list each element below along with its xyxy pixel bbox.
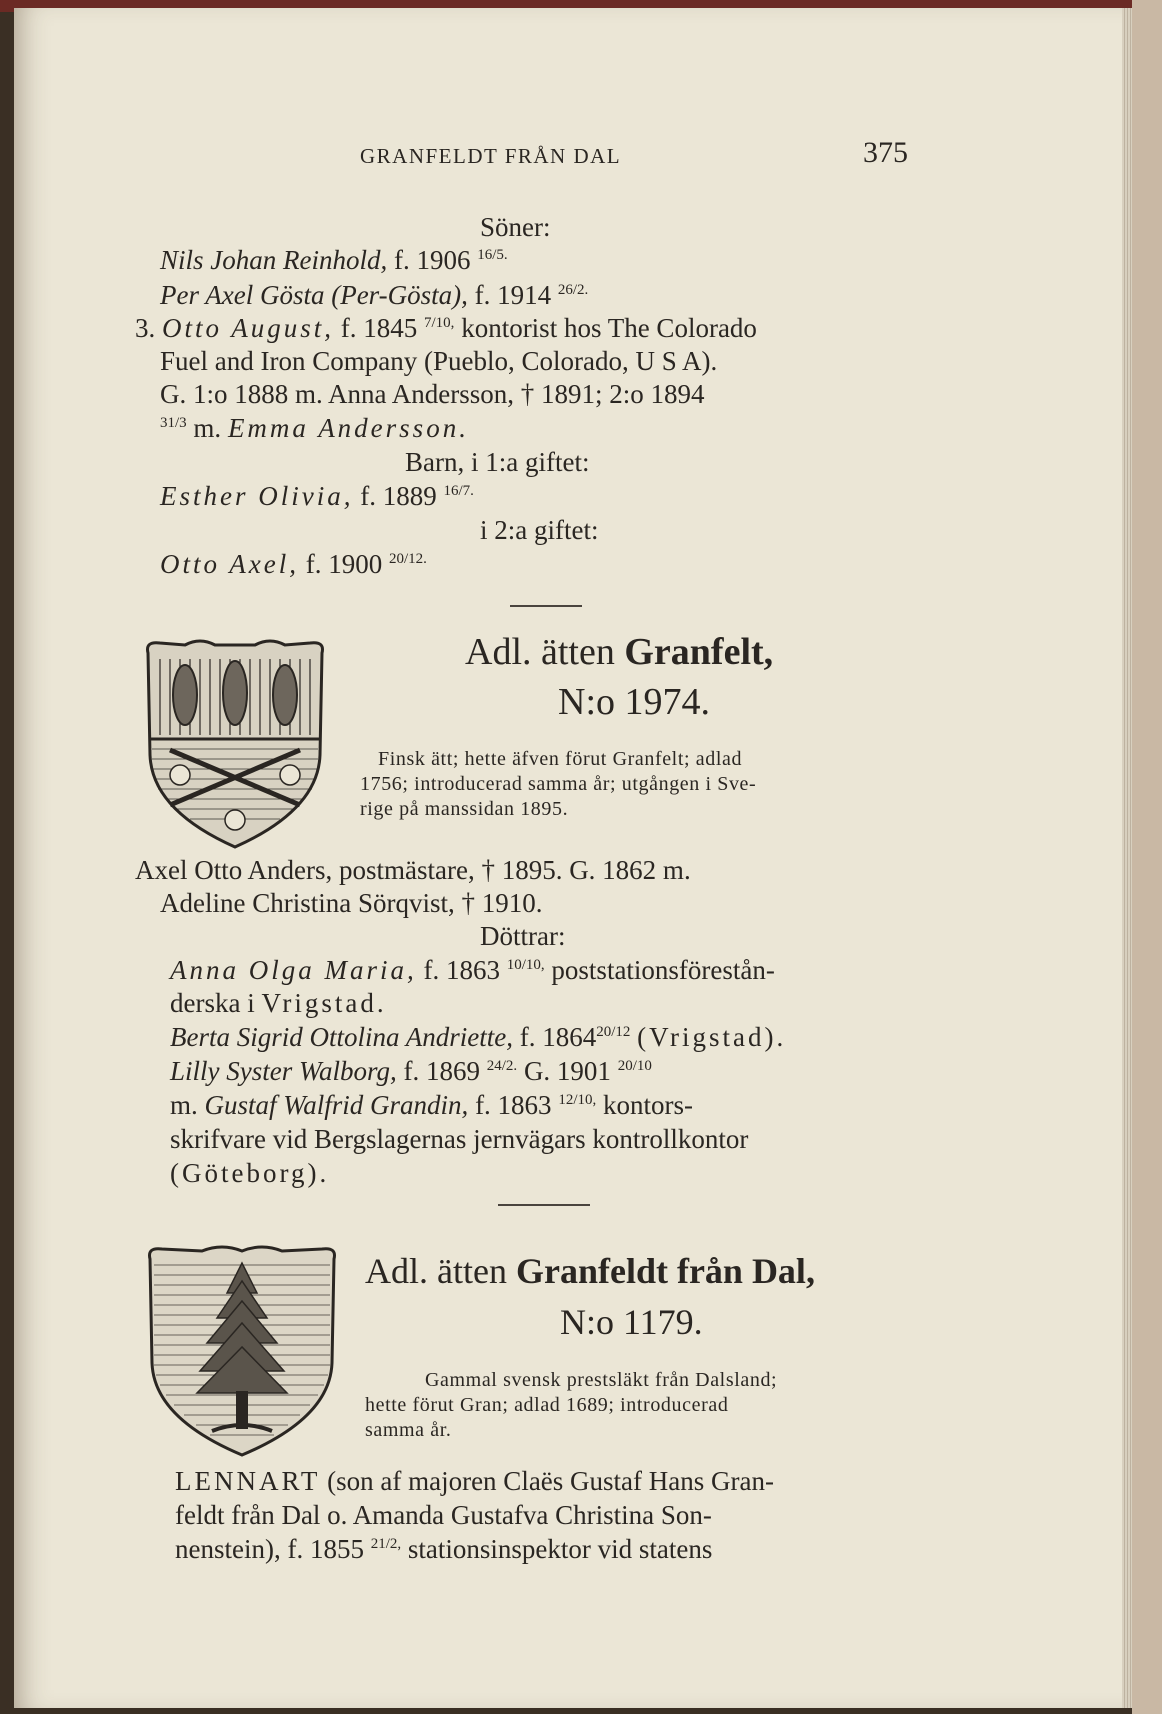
coat-of-arms-granfeldt-fran-dal — [142, 1243, 342, 1458]
entry-esther: Esther Olivia, f. 1889 $^{16/7.}$ — [160, 481, 474, 511]
entry-otto-axel: Otto Axel, f. 1900 $^{20/12.}$ — [160, 549, 427, 579]
entry-axel-otto-anders: Axel Otto Anders, postmästare, † 1895. G. 1862 m. — [135, 855, 691, 885]
lineage-number-granfelt: N:o 1974. — [558, 681, 710, 723]
soner-heading: Söner: — [480, 212, 551, 242]
lineage-note: hette förut Gran; adlad 1689; introducerad — [365, 1394, 729, 1416]
section-divider — [510, 605, 582, 607]
text-line: derska i Vrigstad. — [170, 988, 387, 1018]
entry-lennart: LENNART (son af majoren Claës Gustaf Hans Gran- — [175, 1466, 774, 1496]
lineage-note: Gammal svensk prestsläkt från Dalsland; — [425, 1369, 778, 1391]
entry-otto-august: 3. Otto August, f. 1845 $^{7/10,}$ kontorist hos The Colorado — [135, 313, 757, 343]
lineage-title-granfeldt-fran-dal: Adl. ätten Granfeldt från Dal, — [365, 1251, 815, 1291]
lineage-note: 1756; introducerad samma år; utgången i Sve- — [360, 773, 757, 795]
entry-gustaf: m. Gustaf Walfrid Grandin, f. 1863 $^{12/10,}$ kontors- — [170, 1090, 693, 1120]
barn-heading: Barn, i 1:a giftet: — [405, 447, 590, 477]
coat-of-arms-granfelt — [140, 635, 330, 850]
page-number: 375 — [863, 136, 908, 169]
lineage-note: Finsk ätt; hette äfven förut Granfelt; adlad — [378, 748, 743, 770]
entry-per: Per Axel Gösta (Per-Gösta), f. 1914 $^{26/2.}$ — [160, 280, 589, 310]
text-line: $^{31/3}$ m. Emma Andersson. — [160, 413, 469, 443]
entry-nils: Nils Johan Reinhold, f. 1906 $^{16/5.}$ — [160, 245, 508, 275]
text-line: nenstein), f. 1855 $^{21/2,}$ stationsinspektor vid statens — [175, 1534, 713, 1564]
lineage-note: rige på manssidan 1895. — [360, 798, 569, 820]
lineage-number-granfeldt: N:o 1179. — [560, 1302, 703, 1342]
dottrar-heading: Döttrar: — [480, 921, 566, 951]
text-line: Adeline Christina Sörqvist, † 1910. — [160, 888, 543, 918]
entry-lilly: Lilly Syster Walborg, f. 1869 $^{24/2.}$ G. 1901 $^{20/10}$ — [170, 1056, 652, 1086]
text-line: skrifvare vid Bergslagernas jernvägars kontrollkontor — [170, 1124, 749, 1154]
lineage-title-granfelt: Adl. ätten Granfelt, — [465, 631, 774, 673]
entry-anna: Anna Olga Maria, f. 1863 $^{10/10,}$ poststationsförestån- — [170, 955, 775, 985]
text-line: Fuel and Iron Company (Pueblo, Colorado, U S A). — [160, 346, 718, 376]
book-cover-right — [1132, 0, 1162, 1714]
text-line: G. 1:o 1888 m. Anna Andersson, † 1891; 2:o 1894 — [160, 379, 705, 409]
section-divider — [498, 1204, 590, 1206]
text-line: (Göteborg). — [170, 1158, 330, 1188]
text-line: feldt från Dal o. Amanda Gustafva Christina Son- — [175, 1500, 712, 1530]
running-header: GRANFELDT FRÅN DAL — [360, 144, 622, 168]
lineage-note: samma år. — [365, 1419, 452, 1441]
page-edges — [1122, 8, 1132, 1708]
entry-berta: Berta Sigrid Ottolina Andriette, f. $1864^{20/12}$ (Vrigstad). — [170, 1022, 787, 1052]
marriage-heading: i 2:a giftet: — [480, 515, 599, 545]
